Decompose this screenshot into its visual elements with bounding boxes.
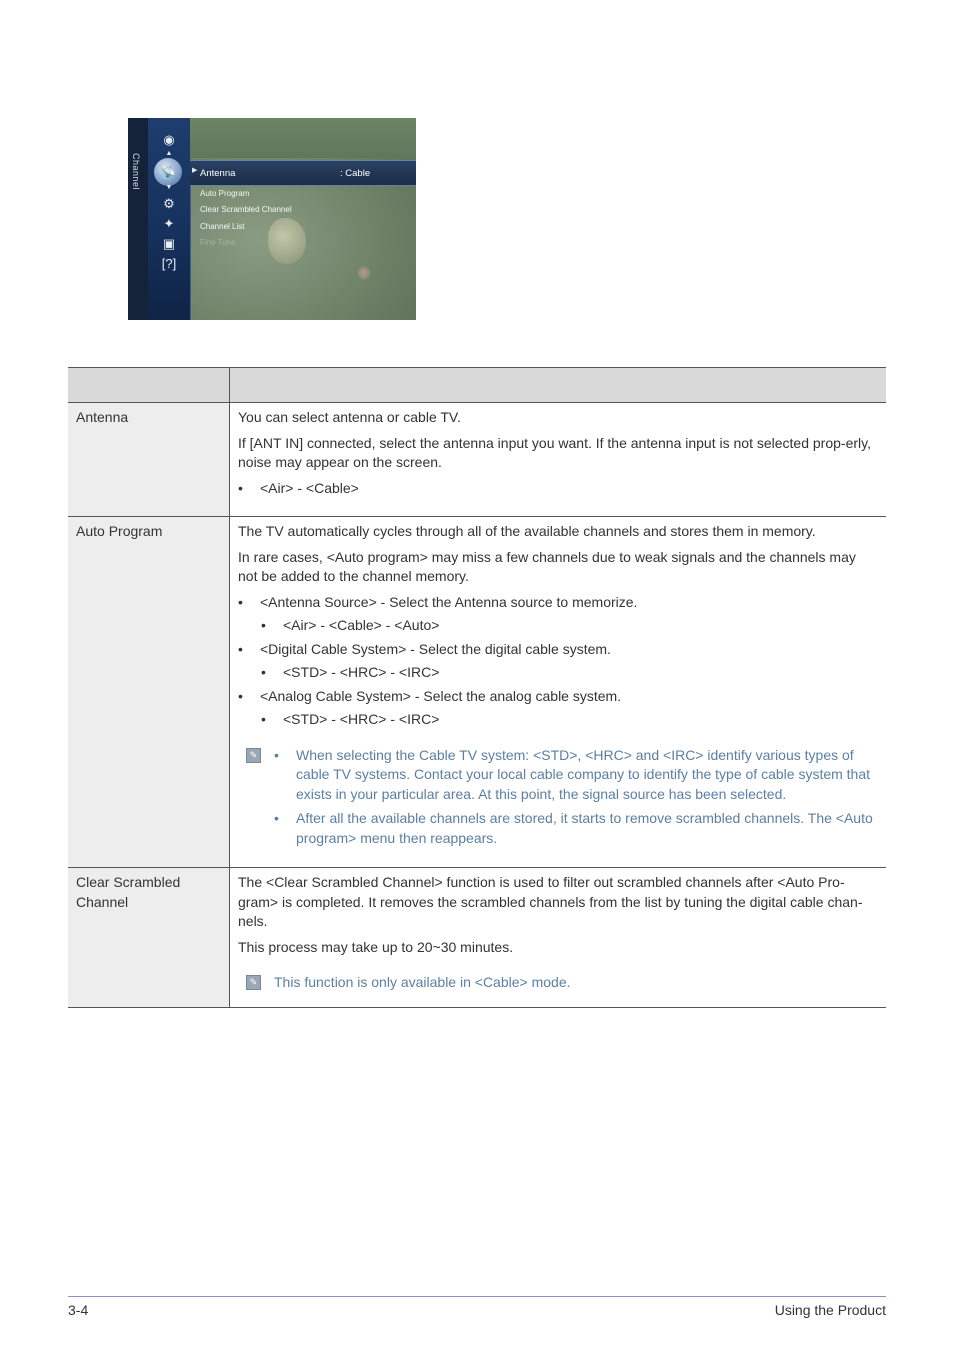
osd-side-label	[128, 118, 148, 320]
row-label: Auto Program	[68, 517, 230, 868]
description-paragraph: You can select antenna or cable TV.	[238, 409, 461, 425]
sub-bullet-item: • <STD> - <HRC> - <IRC>	[238, 663, 878, 683]
sub-bullet-item: • <STD> - <HRC> - <IRC>	[238, 710, 878, 730]
page-number: 3-4	[68, 1302, 89, 1318]
description-paragraph: This process may take up to 20~30 minutes.	[238, 938, 514, 955]
row-description	[230, 517, 887, 868]
row-label: Antenna	[68, 403, 230, 517]
picture-icon: ◉	[163, 132, 175, 147]
section-title: Using the Product	[774, 1302, 886, 1318]
osd-menu-item: Auto Program	[200, 189, 250, 198]
channel-antenna-icon: 📡	[154, 158, 182, 186]
note-bullet: • After all the available channels are stored, it starts to remove scrambled channels. The <Auto program> menu then reappears.	[274, 809, 878, 848]
bullet-item: • <Air> - <Cable>	[238, 479, 878, 499]
description-paragraph: The <Clear Scrambled Channel> function is used to filter out scrambled channels after <Auto Pro-gram> is completed. It removes the scrambled channels from the list by tuning the digital cable chan-nels.	[238, 874, 863, 929]
table-header-cell	[230, 368, 887, 403]
chevron-up-icon: ▲	[165, 150, 173, 157]
chevron-down-icon: ▼	[165, 184, 173, 191]
note-icon: ✎	[246, 748, 261, 763]
note-icon: ✎	[246, 975, 261, 990]
setup-gear-icon: ⚙	[163, 196, 175, 211]
note-bullet: • When selecting the Cable TV system: <STD>, <HRC> and <IRC> identify various types of cable TV systems. Contact your local cable company to identify the type of cable system that exists in your particular area. At this point, the signal source has been selected.	[274, 746, 878, 805]
osd-menu-item: Channel List	[200, 222, 245, 231]
osd-top-area	[190, 118, 416, 158]
bullet-item: • <Analog Cable System> - Select the analog cable system.	[238, 687, 878, 707]
footer-divider	[68, 1296, 886, 1297]
row-description	[230, 403, 887, 517]
note-block	[238, 746, 878, 849]
bullet-item: • <Antenna Source> - Select the Antenna source to memorize.	[238, 593, 878, 613]
selection-arrow-icon: ▶	[192, 167, 198, 174]
support-icon: [?]	[161, 256, 177, 271]
bullet-item: • <Digital Cable System> - Select the digital cable system.	[238, 640, 878, 660]
table-row	[68, 517, 886, 868]
note-text: This function is only available in <Cable> mode.	[274, 974, 571, 990]
osd-icon-bar	[148, 118, 191, 320]
osd-side-label-text: Channel	[131, 153, 141, 191]
background-photo-detail	[358, 266, 370, 280]
sub-bullet-item: • <Air> - <Cable> - <Auto>	[238, 616, 878, 636]
menu-description-table	[68, 367, 886, 1008]
description-paragraph: If [ANT IN] connected, select the antenna input you want. If the antenna input is not selected prop-erly, noise may appear on the screen.	[238, 434, 871, 470]
osd-menu-item: Fine Tune	[200, 238, 236, 247]
row-label: Clear Scrambled Channel	[68, 868, 230, 1008]
row-description	[230, 868, 887, 1008]
background-photo-frog	[268, 218, 306, 264]
input-icon: ✦	[163, 216, 175, 231]
table-row	[68, 403, 886, 517]
description-paragraph: The TV automatically cycles through all of the available channels and stores them in memory.	[238, 523, 816, 539]
table-row	[68, 868, 886, 1008]
table-header-row	[68, 368, 886, 403]
note-block	[238, 973, 878, 993]
osd-selected-row	[190, 160, 416, 186]
description-paragraph: In rare cases, <Auto program> may miss a few channels due to weak signals and the channels may not be added to the channel memory.	[238, 548, 856, 584]
osd-menu-item: Clear Scrambled Channel	[200, 205, 292, 214]
osd-selected-item: Antenna	[200, 168, 236, 179]
table-header-cell	[68, 368, 230, 403]
osd-selected-value: : Cable	[340, 168, 371, 179]
application-icon: ▣	[162, 236, 176, 251]
tv-menu-screenshot	[128, 118, 416, 320]
